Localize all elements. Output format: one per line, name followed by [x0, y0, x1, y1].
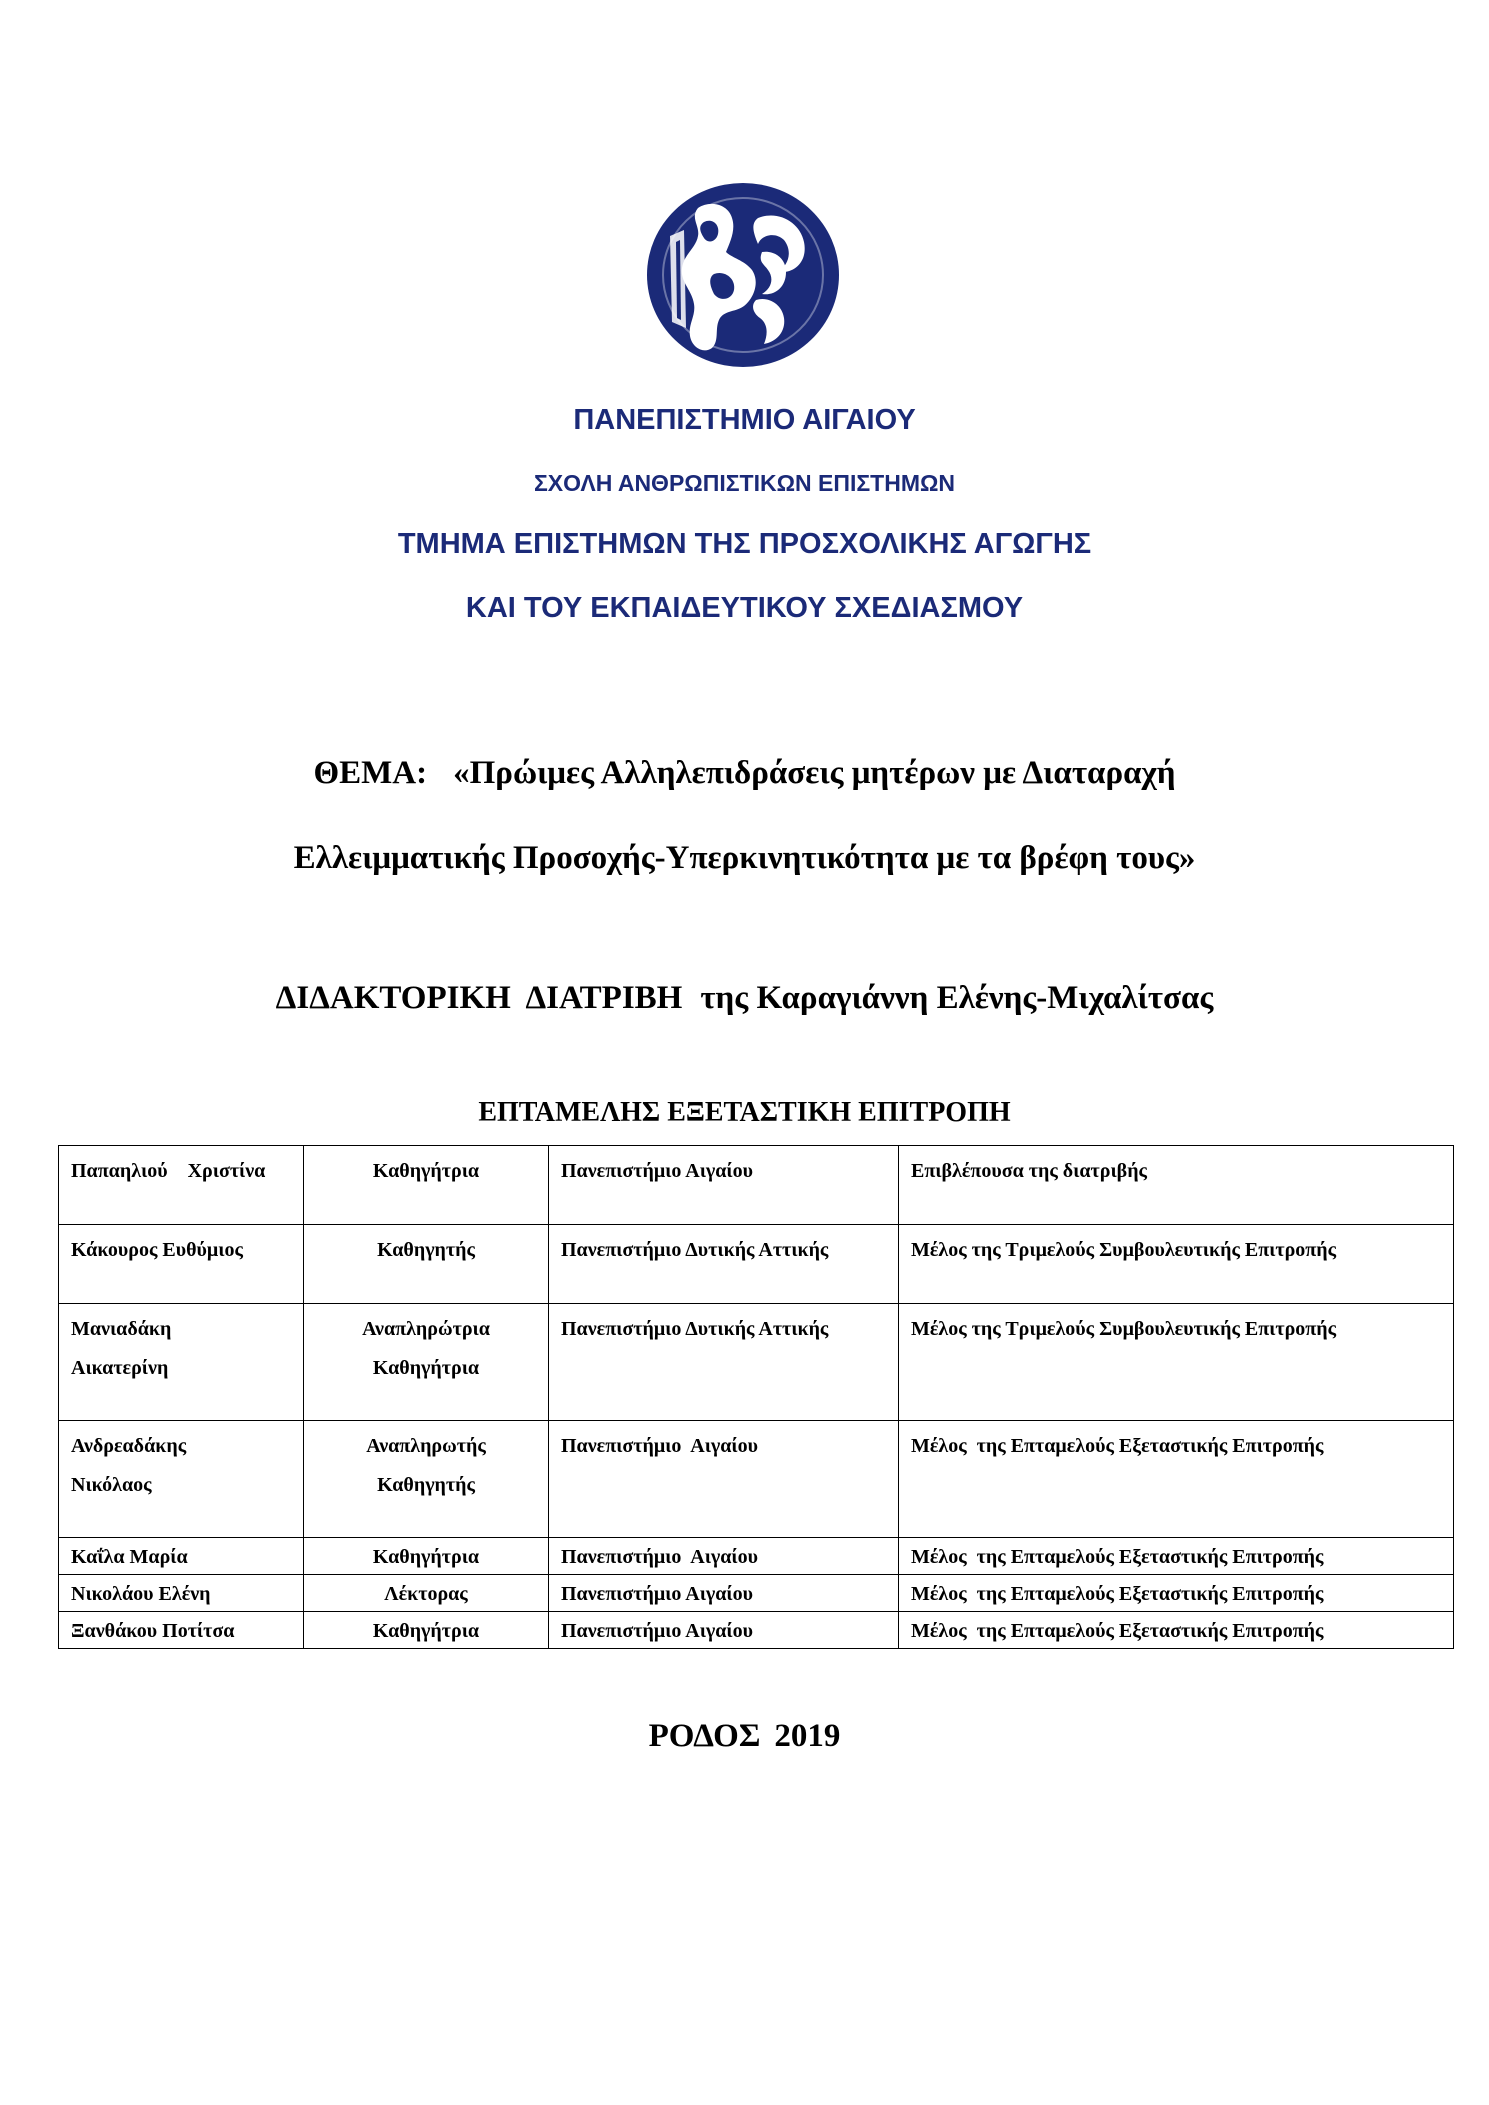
member-institution: Πανεπιστήμιο Αιγαίου [549, 1575, 899, 1612]
member-name: Παπαηλιού Χριστίνα [59, 1146, 304, 1225]
university-name: ΠΑΝΕΠΙΣΤΗΜΙΟ ΑΙΓΑΙΟΥ [573, 404, 916, 436]
table-row [59, 1575, 1454, 1612]
theme-line1 [0, 755, 1489, 792]
member-rank: Καθηγητής [304, 1225, 549, 1304]
thesis-type: ΔΙΔΑΚΤΟΡΙΚΗ ΔΙΑΤΡΙΒΗ [275, 980, 683, 1016]
member-rank-line2: Καθηγητής [377, 1474, 475, 1496]
footer-place-year [0, 1718, 1489, 1755]
member-name [59, 1304, 304, 1421]
member-role: Μέλος της Τριμελούς Συμβουλευτικής Επιτροπής [899, 1304, 1454, 1421]
thesis-author: της Καραγιάννη Ελένης-Μιχαλίτσας [700, 980, 1214, 1016]
member-name: Κάκουρος Ευθύμιος [59, 1225, 304, 1304]
footer-year: 2019 [774, 1718, 841, 1754]
table-row [59, 1421, 1454, 1538]
member-name-line2: Αικατερίνη [71, 1357, 169, 1379]
member-name-line1: Μανιαδάκη [71, 1318, 172, 1340]
school-name: ΣΧΟΛΗ ΑΝΘΡΩΠΙΣΤΙΚΩΝ ΕΠΙΣΤΗΜΩΝ [533, 470, 956, 496]
member-rank [304, 1421, 549, 1538]
department-name-line1: ΤΜΗΜΑ ΕΠΙΣΤΗΜΩΝ ΤΗΣ ΠΡΟΣΧΟΛΙΚΗΣ ΑΓΩΓΗΣ [397, 528, 1092, 560]
member-role: Μέλος της Επταμελούς Εξεταστικής Επιτροπής [899, 1575, 1454, 1612]
member-name: Νικολάου Ελένη [59, 1575, 304, 1612]
member-name-line2: Νικόλαος [71, 1474, 152, 1496]
member-role: Επιβλέπουσα της διατριβής [899, 1146, 1454, 1225]
table-row [59, 1304, 1454, 1421]
member-rank-line1: Αναπληρώτρια [362, 1318, 490, 1340]
committee-table [58, 1145, 1454, 1649]
member-rank: Καθηγήτρια [304, 1146, 549, 1225]
table-row [59, 1612, 1454, 1649]
member-institution: Πανεπιστήμιο Δυτικής Αττικής [549, 1304, 899, 1421]
member-role: Μέλος της Τριμελούς Συμβουλευτικής Επιτροπής [899, 1225, 1454, 1304]
footer-place: ΡΟΔΟΣ [648, 1718, 761, 1754]
member-institution: Πανεπιστήμιο Αιγαίου [549, 1146, 899, 1225]
member-rank: Λέκτορας [304, 1575, 549, 1612]
table-row [59, 1225, 1454, 1304]
member-name: Καΐλα Μαρία [59, 1538, 304, 1575]
member-institution: Πανεπιστήμιο Αιγαίου [549, 1538, 899, 1575]
table-row [59, 1538, 1454, 1575]
member-role: Μέλος της Επταμελούς Εξεταστικής Επιτροπής [899, 1612, 1454, 1649]
table-row [59, 1146, 1454, 1225]
member-rank [304, 1304, 549, 1421]
university-seal-logo [640, 178, 845, 373]
member-name: Ξανθάκου Ποτίτσα [59, 1612, 304, 1649]
member-role: Μέλος της Επταμελούς Εξεταστικής Επιτροπής [899, 1421, 1454, 1538]
member-rank-line2: Καθηγήτρια [372, 1357, 480, 1379]
theme-title-line1: «Πρώιμες Αλληλεπιδράσεις μητέρων με Διαταραχή [453, 755, 1176, 791]
member-rank: Καθηγήτρια [304, 1612, 549, 1649]
department-name-line2: ΚΑΙ ΤΟΥ ΕΚΠΑΙΔΕΥΤΙΚΟΥ ΣΧΕΔΙΑΣΜΟΥ [465, 592, 1024, 624]
member-name-line1: Ανδρεαδάκης [71, 1435, 187, 1457]
member-name [59, 1421, 304, 1538]
theme-label: ΘΕΜΑ: [313, 755, 428, 791]
member-institution: Πανεπιστήμιο Αιγαίου [549, 1612, 899, 1649]
thesis-line [0, 980, 1489, 1017]
member-rank-line1: Αναπληρωτής [366, 1435, 486, 1457]
member-rank: Καθηγήτρια [304, 1538, 549, 1575]
member-role: Μέλος της Επταμελούς Εξεταστικής Επιτροπής [899, 1538, 1454, 1575]
committee-title: ΕΠΤΑΜΕΛΗΣ ΕΞΕΤΑΣΤΙΚΗ ΕΠΙΤΡΟΠΗ [478, 1097, 1011, 1128]
theme-title-line2: Ελλειμματικής Προσοχής-Υπερκινητικότητα με τα βρέφη τους» [293, 840, 1196, 876]
member-institution: Πανεπιστήμιο Δυτικής Αττικής [549, 1225, 899, 1304]
member-institution: Πανεπιστήμιο Αιγαίου [549, 1421, 899, 1538]
